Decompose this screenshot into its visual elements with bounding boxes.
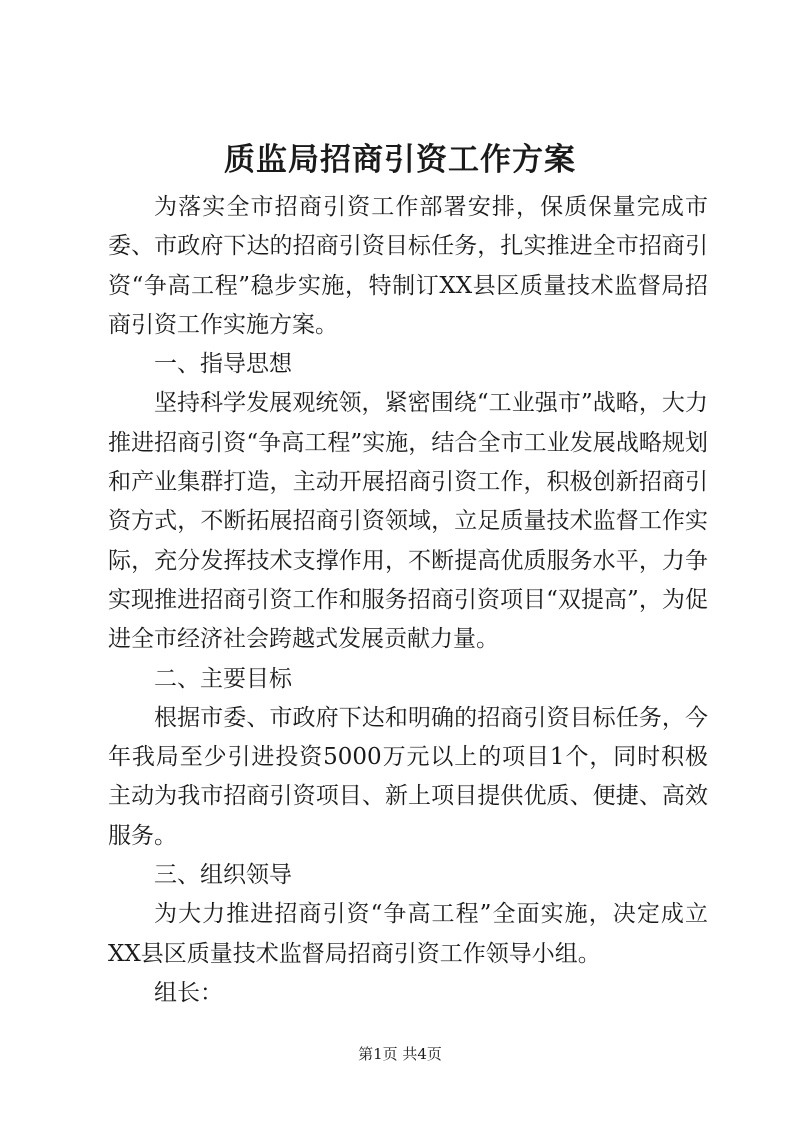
guiding-ideology-paragraph: 坚持科学发展观统领，紧密围绕“工业强市”战略，大力推进招商引资“争高工程”实施，结合全市工业发展战略规划和产业集群打造，主动开展招商引资工作，积极创新招商引资方式，不断拓展招商引资领域，立足质量技术监督工作实际，充分发挥技术支撑作用，不断提高优质服务水平，力争实现推进招商引资工作和服务招商引资项目“双提高”，为促进全市经济社会跨越式发展贡献力量。 bbox=[108, 390, 708, 653]
intro-paragraph: 为落实全市招商引资工作部署安排，保质保量完成市委、市政府下达的招商引资目标任务，扎实推进全市招商引资“争高工程”稳步实施，特制订XX县区质量技术监督局招商引资工作实施方案。 bbox=[108, 194, 708, 338]
page-number-footer: 第1页 共4页 bbox=[358, 1045, 442, 1063]
main-goals-paragraph: 根据市委、市政府下达和明确的招商引资目标任务，今年我局至少引进投资5000万元以上的项目1个，同时积极主动为我市招商引资项目、新上项目提供优质、便捷、高效服务。 bbox=[108, 704, 708, 849]
section-heading-organization: 三、组织领导 bbox=[154, 862, 292, 889]
document-title: 质监局招商引资工作方案 bbox=[224, 142, 576, 178]
section-heading-guiding-ideology: 一、指导思想 bbox=[154, 351, 292, 378]
section-heading-main-goals: 二、主要目标 bbox=[154, 665, 292, 692]
group-leader-line: 组长： bbox=[154, 979, 223, 1006]
document-body bbox=[108, 188, 708, 1013]
organization-paragraph: 为大力推进招商引资“争高工程”全面实施，决定成立XX县区质量技术监督局招商引资工作领导小组。 bbox=[108, 901, 708, 967]
